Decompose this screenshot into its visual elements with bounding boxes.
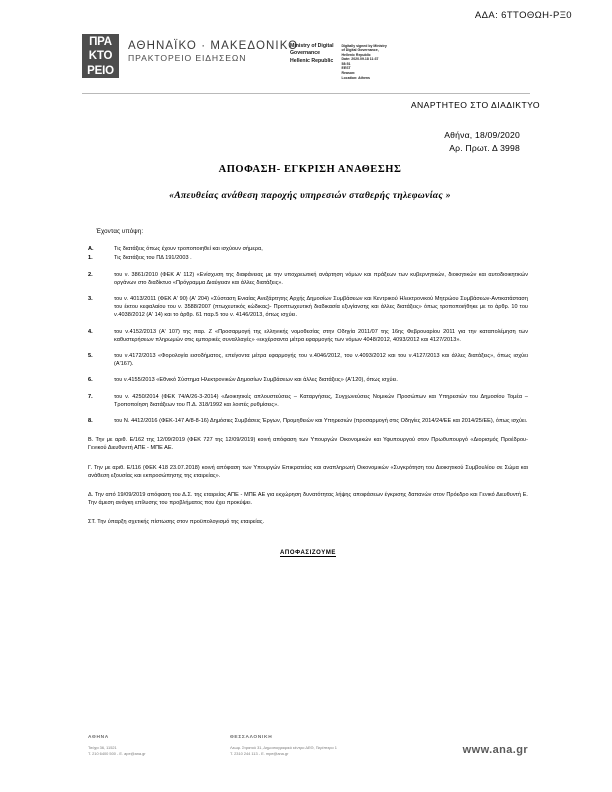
clause-item xyxy=(88,271,528,287)
organization-name: ΑΘΗΝΑΪΚΟ · ΜΑΚΕΔΟΝΙΚΟ xyxy=(128,40,299,52)
signature-detail-line-1: Digitally signed by Ministry xyxy=(341,43,387,48)
digital-signature-stamp xyxy=(290,43,387,80)
paragraph-d: Δ. Την από 19/09/2019 απόφαση του Δ.Σ. της εταιρείας ΑΠΕ - ΜΠΕ ΑΕ για εκχώρηση δυνατότητας λήψης αποφάσεων έγκρισης δαπανών στον Πρόεδρο και Γενικό Διευθυντή Ε. Την άμεση ανάγκη επίλυσης του προβλήματος που έχει προκύψει. xyxy=(88,492,528,507)
clause-marker: 6. xyxy=(88,377,93,384)
paragraph-g: Γ. Την με αριθ. Ε/116 (ΦΕΚ 418 23.07.2018) κοινή απόφαση των Υπουργών Επικρατείας και αναπληρωτή Οικονομικών «Συγκρότηση του Διοικητικού Συμβουλίου σε Σώμα και ανάθεση εξουσίας και εκπροσώπησης της εταιρείας». xyxy=(88,464,528,479)
footer-website[interactable]: www.ana.gr xyxy=(462,744,528,756)
footer-office-address: Τσόχα 36, 11521 xyxy=(88,745,117,750)
clause-item xyxy=(88,376,528,384)
organization-logo xyxy=(82,34,298,78)
document-meta xyxy=(444,129,520,154)
clause-marker: 1. xyxy=(88,255,93,262)
signature-authority-line-2: Governance xyxy=(290,50,320,57)
signature-detail-line-5: 58:51 xyxy=(341,61,351,66)
clause-item xyxy=(88,295,528,320)
clause-text: του ν. 4013/2011 (ΦΕΚ Α' 90) (Α' 204) «Σύσταση Ενιαίας Ανεξάρτητης Αρχής Δημοσίων Συμβάσεων και Κεντρικού Ηλεκτρονικού Μητρώου Συμβάσεων-Αντικατάσταση του έκτου κεφαλαίου του ν. 3588/2007 (πτωχευτικός κώδικας)- Προπτωχευτική διαδικασία εξυγίανσης και άλλες διατάξεις» όπως τροποποιήθηκε με το άρθρ. 10 του ν.4038/2012 (Α' 14) και το άρθρ. 61 παρ.5 του ν. 4146/2013, όπως ισχύει. xyxy=(114,296,528,319)
clause-marker: 3. xyxy=(88,296,93,303)
organization-name-block xyxy=(128,34,298,63)
clause-marker: 4. xyxy=(88,328,93,335)
logo-mark-line-2: ΚΤΟ xyxy=(88,50,113,63)
clause-item xyxy=(88,328,528,344)
clause-text: του Ν. 4412/2016 (ΦΕΚ-147 Α/8-8-16) Δημόσιες Συμβάσεις Έργων, Προμηθειών και Υπηρεσιών (προσαρμογή στις Οδηγίες 2014/24/ΕΕ και 2014/25/ΕΕ), όπως ισχύει. xyxy=(114,418,528,425)
signature-authority-line-3: Hellenic Republic xyxy=(290,57,334,64)
footer-office-address: Λεωφ. Στρατού 31, Δημοσιογραφικό κέντρο ΔΕΘ, Περίπτερο 1 xyxy=(230,745,337,750)
clause-list xyxy=(88,245,528,425)
organization-subtitle: ΠΡΑΚΤΟΡΕΙΟ ΕΙΔΗΣΕΩΝ xyxy=(128,53,247,63)
clause-item xyxy=(88,417,528,425)
clause-text: Τις διατάξεις όπως έχουν τροποποιηθεί και ισχύουν σήμερα, xyxy=(114,246,263,253)
decision-heading-text: ΑΠΟΦΑΣΙΖΟΥΜΕ xyxy=(279,549,337,556)
clause-marker: 5. xyxy=(88,353,93,360)
logo-mark-line-1: ΠΡΑ xyxy=(89,36,112,48)
logo-mark xyxy=(82,34,119,78)
footer-office-athens xyxy=(88,735,146,756)
protocol-number: Αρ. Πρωτ. Δ 3998 xyxy=(449,142,520,153)
ada-stamp: ΑΔΑ: 6ΤΤΟΘΩΗ-ΡΞ0 xyxy=(474,10,572,21)
footer-office-title: ΘΕΣΣΑΛΟΝΙΚΗ xyxy=(230,735,273,740)
clause-marker: 2. xyxy=(88,271,93,278)
clause-item xyxy=(88,254,528,262)
clause-item xyxy=(88,245,528,253)
signature-detail-line-6: EEST xyxy=(341,66,351,71)
clause-text: του ν.4172/2013 «Φορολογία εισοδήματος, επείγοντα μέτρα εφαρμογής του ν.4046/2012, του ν.4093/2012 και του ν.4127/2013 και άλλες διατάξεις», όπως ισχύει (Α'167). xyxy=(114,353,528,368)
footer-office-thessaloniki xyxy=(230,735,337,756)
clause-marker: Α. xyxy=(88,246,94,253)
paragraph-b: Β. Την με αριθ. Ε/162 της 12/09/2019 (ΦΕΚ 727 της 12/09/2019) κοινή απόφαση των Υπουργών Οικονομικών και Υφυπουργού στον Πρωθυπουργό «Διορισμός Προέδρου-Γενικού Διευθυντή ΑΠΕ - ΜΠΕ ΑΕ. xyxy=(88,437,528,452)
clause-marker: 7. xyxy=(88,393,93,400)
paragraph-st: ΣΤ. Την ύπαρξη σχετικής πίστωσης στον προϋπολογισμό της εταιρείας. xyxy=(88,519,265,526)
publication-notice: ΑΝΑΡΤΗΤΕΟ ΣΤΟ ΔΙΑΔΙΚΤΥΟ xyxy=(410,100,540,110)
clause-marker: 8. xyxy=(88,418,93,425)
clause-text: του ν.4152/2013 (Α' 107) της παρ. Ζ «Προσαρμογή της ελληνικής νομοθεσίας στην Οδηγία 2011/07 της 16ης Φεβρουαρίου 2011 για την καταπολέμηση των καθυστερήσεων πληρωμών στις εμπορικές συναλλαγές» «εκχέρσαντα μέτρα εφαρμογής των νόμων 4048/2012, 4093/2012 και 4127/2013». xyxy=(114,328,528,343)
clause-text: του ν. 3861/2010 (ΦΕΚ Α' 112) «Ενίσχυση της διαφάνειας με την υποχρεωτική ανάρτηση νόμων και πράξεων των κυβερνητικών, διοικητικών και αυτοδιοικητικών οργάνων στο διαδίκτυο «Πρόγραμμα Διαύγειαν και άλλες διατάξεις». xyxy=(114,271,528,286)
body-intro: Έχοντας υπόψη: xyxy=(96,228,144,235)
letterhead xyxy=(0,26,612,92)
footer-office-contact: Τ. 210 6400 500 - E. ape@ana.gr xyxy=(88,750,146,756)
clause-text: του ν.4155/2013 «Εθνικό Σύστημα Ηλεκτρονικών Δημοσίων Συμβάσεων και άλλες διατάξεις» (Α'120), όπως ισχύει. xyxy=(114,377,398,384)
logo-mark-line-3: ΡΕΙΟ xyxy=(87,64,114,77)
footer-office-title: ΑΘΗΝΑ xyxy=(88,735,109,740)
document-body xyxy=(88,228,528,557)
signature-detail-line-3: Hellenic Republic xyxy=(341,52,371,57)
page-subtitle: «Απευθείας ανάθεση παροχής υπηρεσιών σταθερής τηλεφωνίας » xyxy=(169,190,451,201)
signature-detail-line-4: Date: 2020.09.18 11:37 xyxy=(341,57,379,62)
signature-detail-line-8: Location: Athens xyxy=(341,75,370,80)
decision-heading xyxy=(88,549,528,557)
footer-columns xyxy=(88,735,528,775)
clause-text: Τις διατάξεις του ΠΔ 191/2003 . xyxy=(114,255,192,262)
clause-item xyxy=(88,393,528,409)
signature-authority-line-1: Ministry of Digital xyxy=(290,43,334,49)
header-divider xyxy=(82,93,530,94)
footer xyxy=(88,735,528,775)
signature-authority xyxy=(290,43,334,80)
signature-details xyxy=(342,43,387,80)
clause-item xyxy=(88,352,528,368)
place-and-date: Αθήνα, 18/09/2020 xyxy=(444,130,520,140)
signature-detail-line-7: Reason: xyxy=(341,71,356,76)
page-title: ΑΠΟΦΑΣΗ- ΕΓΚΡΙΣΗ ΑΝΑΘΕΣΗΣ xyxy=(218,164,402,175)
footer-office-contact: Τ. 2310 244 113 - E. mpe@ana.gr xyxy=(230,750,289,756)
signature-detail-line-2: of Digital Governance, xyxy=(341,48,379,53)
clause-text: του ν. 4250/2014 (ΦΕΚ 74/Α/26-3-2014) «Διοικητικές απλουστεύσεις – Καταργήσεις, Συγχωνεύσεις Νομικών Προσώπων και Υπηρεσιών του Δημοσίου Τομέα – Τροποποίηση διατάξεων του Π.Δ. 318/1992 και λοιπές ρυθμίσεις». xyxy=(114,393,528,408)
